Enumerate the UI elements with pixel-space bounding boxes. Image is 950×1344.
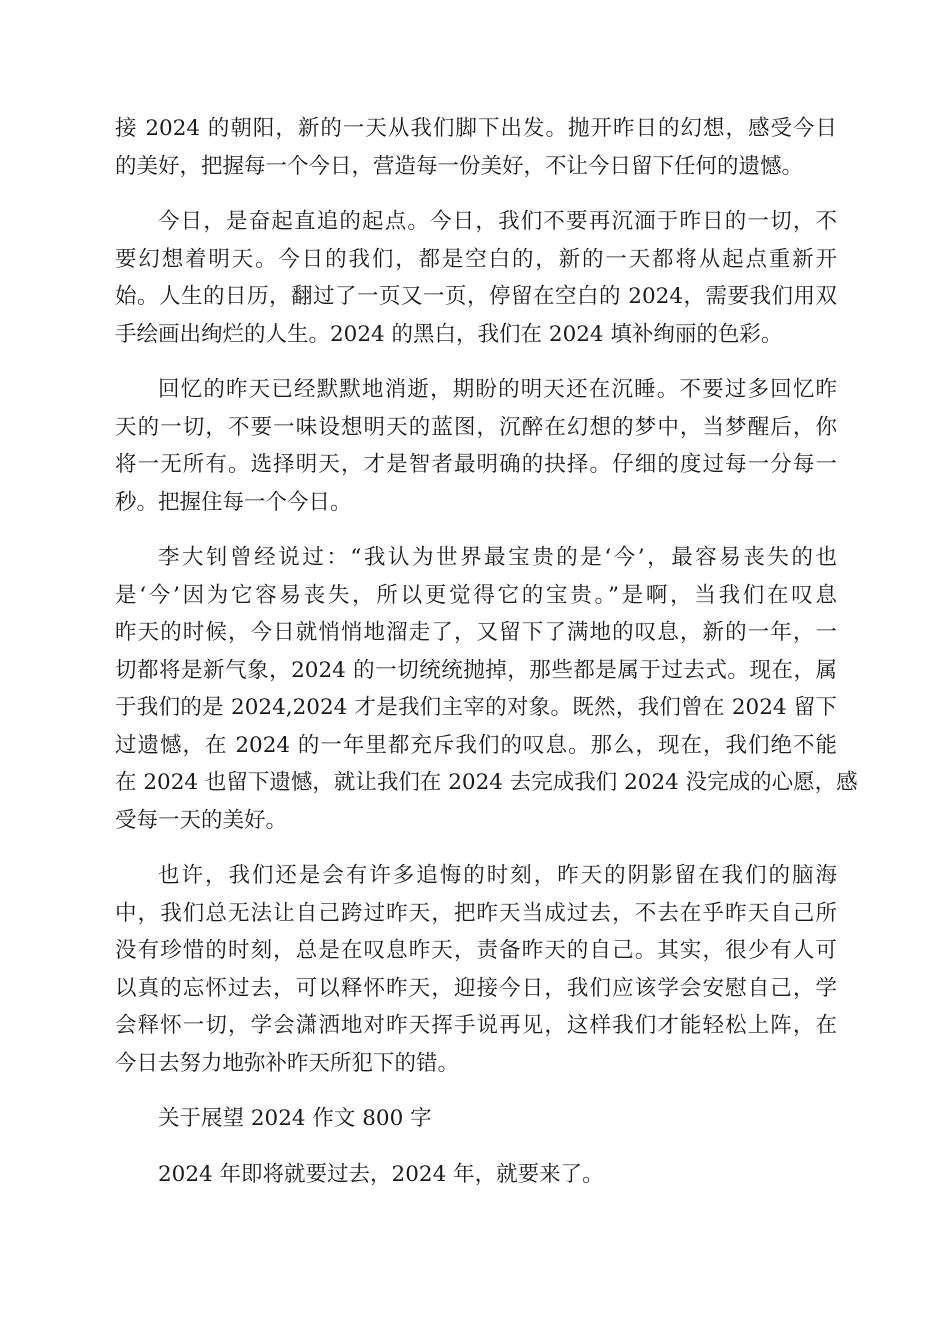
text-line: 接 2024 的朝阳，新的一天从我们脚下出发。抛开昨日的幻想，感受今日 xyxy=(115,116,837,141)
text-line: 没有珍惜的时刻，总是在叹息昨天，责备昨天的自己。其实，很少有人可 xyxy=(115,938,837,963)
text-line: 过遗憾，在 2024 的一年里都充斥我们的叹息。那么，现在，我们绝不能 xyxy=(115,732,837,758)
text-line: 切都将是新气象，2024 的一切统统抛掉，那些都是属于过去式。现在，属 xyxy=(115,657,837,683)
text-line: 今日去努力地弥补昨天所犯下的错。 xyxy=(115,1050,460,1076)
paragraph-1 xyxy=(115,110,837,185)
text-line: 中，我们总无法让自己跨过昨天，把昨天当成过去，不去在乎昨天自己所 xyxy=(115,900,837,926)
paragraph-5 xyxy=(115,857,837,1082)
text-line: 也许，我们还是会有许多追悔的时刻，昨天的阴影留在我们的脑海 xyxy=(158,863,837,888)
text-line: 以真的忘怀过去，可以释怀昨天，迎接今日，我们应该学会安慰自己，学 xyxy=(115,975,837,1001)
text-line: 将一无所有。选择明天，才是智者最明确的抉择。仔细的度过每一分每一 xyxy=(115,452,837,477)
paragraph-4 xyxy=(115,539,858,839)
text-line: 始。人生的日历，翻过了一页又一页，停留在空白的 2024，需要我们用双 xyxy=(115,284,837,309)
text-line: 秒。把握住每一个今日。 xyxy=(115,489,352,515)
text-line: 是‘今’因为它容易丧失，所以更觉得它的宝贵。”是啊，当我们在叹息 xyxy=(115,582,837,608)
text-line: 的美好，把握每一个今日，营造每一份美好，不让今日留下任何的遗憾。 xyxy=(115,153,804,179)
text-line: 于我们的是 2024,2024 才是我们主宰的对象。既然，我们曾在 2024 留下 xyxy=(115,695,837,720)
text-line: 回忆的昨天已经默默地消逝，期盼的明天还在沉睡。不要过多回忆昨 xyxy=(158,377,837,402)
text-line: 要幻想着明天。今日的我们，都是空白的，新的一天都将从起点重新开 xyxy=(115,246,837,272)
text-line: 在 2024 也留下遗憾，就让我们在 2024 去完成我们 2024 没完成的心愿，感 xyxy=(115,770,858,795)
paragraph-3 xyxy=(115,371,837,521)
paragraph-2 xyxy=(115,203,837,353)
closing-paragraph: 2024 年即将就要过去，2024 年，就要来了。 xyxy=(158,1161,604,1187)
text-line: 李大钊曾经说过：“我认为世界最宝贵的是‘今’，最容易丧失的也 xyxy=(158,545,837,570)
section-heading: 关于展望 2024 作文 800 字 xyxy=(158,1106,432,1131)
text-line: 今日，是奋起直追的起点。今日，我们不要再沉湎于昨日的一切，不 xyxy=(158,209,837,234)
text-line: 会释怀一切，学会潇洒地对昨天挥手说再见，这样我们才能轻松上阵，在 xyxy=(115,1013,837,1038)
document-body xyxy=(115,110,858,1211)
text-line: 受每一天的美好。 xyxy=(115,807,288,833)
text-line: 昨天的时候，今日就悄悄地溜走了，又留下了满地的叹息，新的一年，一 xyxy=(115,620,837,645)
text-line: 手绘画出绚烂的人生。2024 的黑白，我们在 2024 填补绚丽的色彩。 xyxy=(115,321,783,347)
text-line: 天的一切，不要一味设想明天的蓝图，沉醉在幻想的梦中，当梦醒后，你 xyxy=(115,414,837,440)
